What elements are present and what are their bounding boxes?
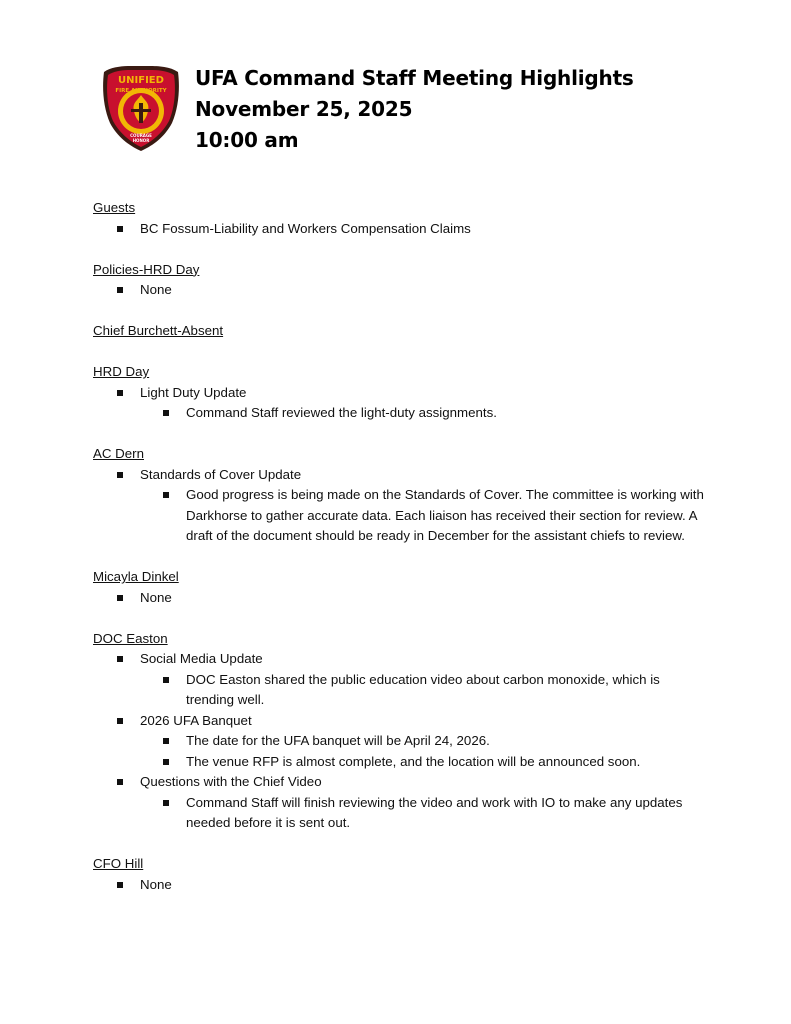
square-bullet-icon — [117, 656, 123, 662]
square-bullet-icon — [117, 390, 123, 396]
svg-text:FIRE AUTHORITY: FIRE AUTHORITY — [115, 88, 167, 94]
square-bullet-icon — [117, 287, 123, 293]
title-block — [195, 63, 634, 156]
section-heading: DOC Easton — [93, 630, 168, 646]
sub-list-item-text: Command Staff reviewed the light-duty assignments. — [186, 405, 497, 420]
meeting-date: November 25, 2025 — [195, 97, 413, 121]
list-item-text: Questions with the Chief Video — [140, 774, 322, 789]
sub-list-item — [93, 403, 713, 424]
section — [93, 260, 713, 301]
square-bullet-icon — [163, 800, 169, 806]
list-item — [93, 772, 713, 793]
list-item — [93, 875, 713, 896]
list-item-text: Standards of Cover Update — [140, 466, 302, 482]
square-bullet-icon — [163, 759, 169, 765]
square-bullet-icon — [163, 677, 169, 683]
section — [93, 444, 713, 547]
sub-bullet-list — [93, 403, 713, 424]
list-item-text: Light Duty Update — [140, 384, 247, 400]
square-bullet-icon — [163, 738, 169, 744]
square-bullet-icon — [117, 779, 123, 785]
section — [93, 362, 713, 424]
sub-list-item — [93, 793, 713, 834]
sub-bullet-list — [93, 485, 713, 547]
section-heading: Policies-HRD Day — [93, 261, 200, 277]
bullet-list — [93, 875, 713, 896]
section — [93, 629, 713, 834]
sub-list-item — [93, 731, 713, 752]
meeting-time: 10:00 am — [195, 128, 299, 152]
section-heading: HRD Day — [93, 364, 150, 379]
list-item-text: BC Fossum-Liability and Workers Compensation Claims — [140, 220, 471, 236]
svg-text:HONOR: HONOR — [132, 138, 150, 143]
list-item — [93, 588, 713, 609]
section — [93, 567, 713, 608]
sub-list-item — [93, 752, 713, 773]
list-item — [93, 465, 713, 486]
sub-bullet-list — [93, 670, 713, 711]
section — [93, 854, 713, 895]
section-heading: Guests — [93, 200, 136, 215]
sub-list-item-text: The venue RFP is almost complete, and the location will be announced soon. — [186, 753, 641, 769]
square-bullet-icon — [163, 410, 169, 416]
section-heading: AC Dern — [93, 446, 144, 461]
sub-list-item-text: The date for the UFA banquet will be April 24, 2026. — [186, 733, 490, 748]
section-heading: Chief Burchett-Absent — [93, 323, 224, 338]
square-bullet-icon — [117, 472, 123, 478]
square-bullet-icon — [117, 595, 123, 601]
svg-text:UNIFIED: UNIFIED — [118, 75, 164, 86]
sub-bullet-list — [93, 793, 713, 834]
sub-list-item-text: Command Staff will finish reviewing the video and work with IO to make any updates needed before it is sent out. — [186, 794, 683, 830]
square-bullet-icon — [117, 226, 123, 232]
bullet-list — [93, 649, 713, 834]
bullet-list — [93, 383, 713, 424]
meeting-notes — [93, 198, 713, 916]
section-heading: CFO Hill — [93, 856, 144, 871]
list-item — [93, 649, 713, 670]
sub-bullet-list — [93, 731, 713, 772]
bullet-list — [93, 465, 713, 547]
sub-list-item — [93, 485, 713, 547]
list-item-text: None — [140, 876, 172, 892]
page-title: UFA Command Staff Meeting Highlights — [195, 66, 634, 90]
svg-text:COURAGE: COURAGE — [130, 133, 152, 138]
list-item — [93, 280, 713, 301]
list-item — [93, 219, 713, 240]
list-item-text: None — [140, 589, 172, 605]
bullet-list — [93, 280, 713, 301]
section-heading: Micayla Dinkel — [93, 569, 179, 584]
list-item — [93, 383, 713, 404]
section — [93, 321, 713, 342]
section — [93, 198, 713, 239]
square-bullet-icon — [117, 882, 123, 888]
square-bullet-icon — [163, 492, 169, 498]
list-item-text: Social Media Update — [140, 651, 263, 666]
list-item — [93, 711, 713, 732]
sub-list-item-text: Good progress is being made on the Standards of Cover. The committee is working with Darkhorse to gather accurate data. Each liaison has received their section for review. A draft of the document should be ready in December for the assistant chiefs to review. — [186, 487, 704, 543]
sub-list-item-text: DOC Easton shared the public education video about carbon monoxide, which is trending well. — [186, 671, 660, 707]
square-bullet-icon — [117, 718, 123, 724]
bullet-list — [93, 219, 713, 240]
bullet-list — [93, 588, 713, 609]
sub-list-item — [93, 670, 713, 711]
list-item-text: 2026 UFA Banquet — [140, 712, 252, 728]
unified-fire-authority-logo — [100, 63, 182, 153]
list-item-text: None — [140, 282, 172, 297]
